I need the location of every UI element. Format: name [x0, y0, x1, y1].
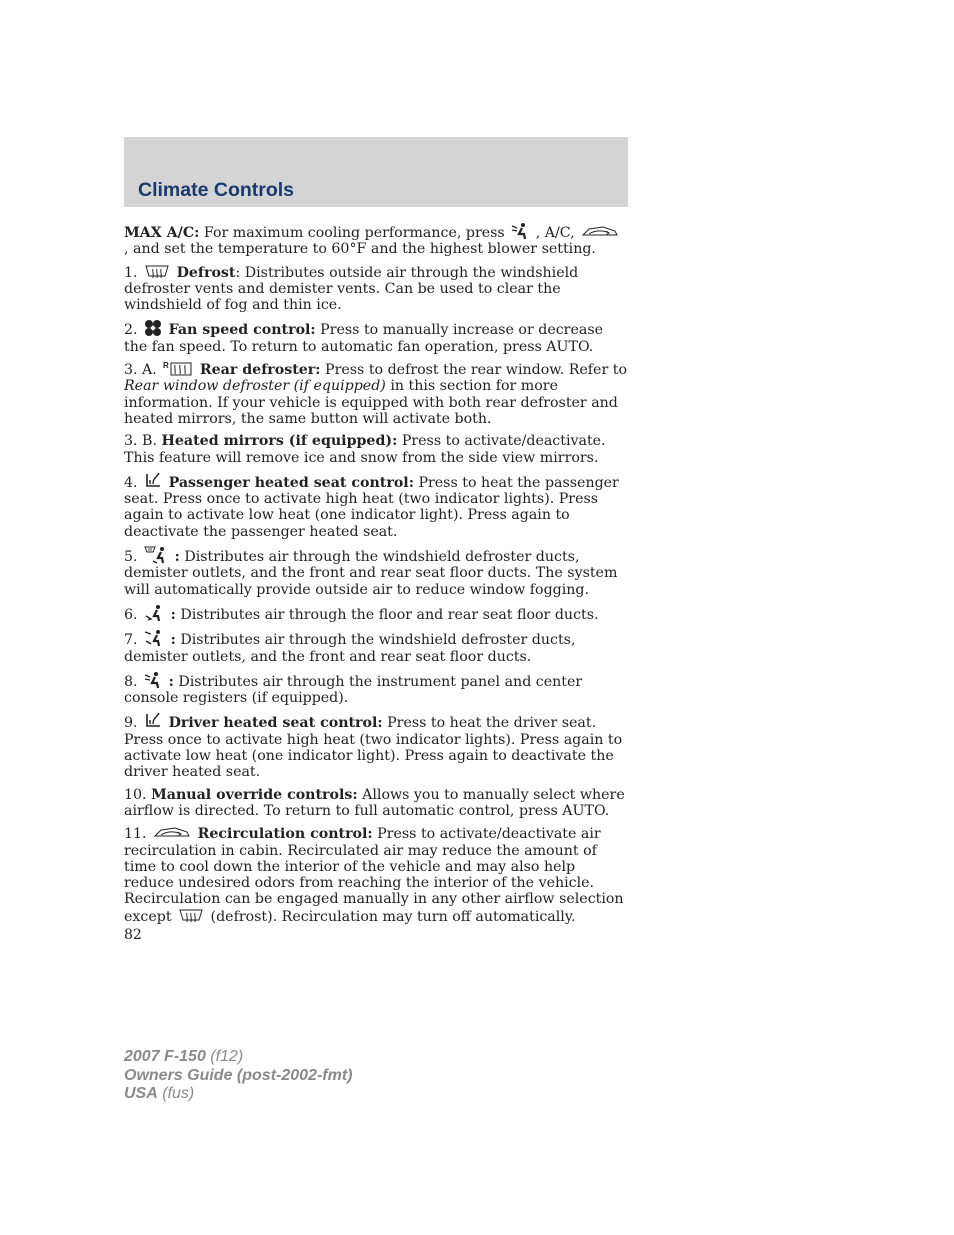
- panel-label: :: [168, 673, 174, 690]
- heated-seat-icon: [144, 472, 162, 490]
- passenger-heated-seat-item: 4. Passenger heated seat control: Press to heat the passenger seat. Press once to activate high heat (two indicator lights). Press again to activate low heat (one indicator light). Press again to deactivate the passenger heated seat.: [124, 472, 628, 540]
- defrost-floor-mix-label: :: [170, 632, 176, 649]
- rear-defroster-item: 3. A. R Rear defroster: Press to defrost the rear window. Refer to Rear window defroster (if equipped) in this section for more information. If your vehicle is equipped with both rear defroster and heated mirrors, the same button will activate both.: [124, 361, 627, 427]
- max-ac-label: MAX A/C:: [124, 225, 200, 241]
- floor-label: :: [170, 606, 176, 623]
- fan-speed-item: 2. Fan speed control: Press to manually increase or decrease the fan speed. To return to automatic fan operation, press AUTO.: [124, 319, 628, 355]
- manual-override-label: Manual override controls:: [151, 786, 358, 803]
- fan-speed-label: Fan speed control:: [168, 322, 316, 339]
- floor-item: 6. : Distributes air through the floor and rear seat floor ducts.: [124, 604, 628, 623]
- driver-heated-seat-label: Driver heated seat control:: [168, 715, 383, 732]
- panel-vent-icon: [511, 222, 529, 240]
- defrost-floor-mix-item: 7. : Distributes air through the windshield defroster ducts, demister outlets, and the front and rear seat floor ducts.: [124, 629, 628, 665]
- defrost-item: 1. Defrost: Distributes outside air through the windshield defroster vents and demister vents. Can be used to clear the windshield of fog and thin ice.: [124, 264, 579, 314]
- passenger-heated-seat-label: Passenger heated seat control:: [168, 474, 414, 491]
- panel-vent-icon: [144, 671, 162, 689]
- cross-reference: Rear window defroster (if equipped): [124, 378, 386, 395]
- page-content: [124, 222, 628, 931]
- panel-item: 8. : Distributes air through the instrument panel and center console registers (if equipped).: [124, 671, 628, 707]
- rear-defrost-icon: [163, 361, 193, 377]
- recirculation-label: Recirculation control:: [197, 826, 373, 843]
- defrost-icon: [178, 908, 204, 924]
- recirculation-icon: [153, 825, 191, 841]
- heated-mirrors-label: Heated mirrors (if equipped):: [161, 433, 398, 450]
- heated-seat-icon: [144, 712, 162, 730]
- defrost-floor-label: :: [174, 549, 180, 566]
- defrost-label: Defrost: [176, 264, 236, 281]
- document-footer: [124, 1048, 352, 1104]
- recirculation-item: 11. Recirculation control: Press to activate/deactivate air recirculation in cabin. Recirculated air may reduce the amount of time to cool down the interior of the vehicle and may also help reduce undesired odors from reaching the interior of the vehicle. Recirculation can be engaged manually in any other airflow selection except (defrost). Recirculation may turn off automatically.: [124, 826, 624, 925]
- defrost-floor-icon: [144, 546, 168, 564]
- svg-text:R: R: [163, 361, 170, 371]
- manual-override-item: 10. Manual override controls: Allows you to manually select where airflow is directed. To return to full automatic control, press AUTO.: [124, 786, 625, 819]
- recirculation-icon: [581, 224, 619, 240]
- max-ac-paragraph: MAX A/C: For maximum cooling performance, press , A/C, , and set the temperature to 60°F and the highest blower setting.: [124, 222, 628, 258]
- heated-mirrors-item: 3. B. Heated mirrors (if equipped): Press to activate/deactivate. This feature will remove ice and snow from the side view mirrors.: [124, 433, 606, 466]
- floor-vent-icon: [144, 604, 164, 622]
- footer-line-2: Owners Guide (post-2002-fmt): [124, 1066, 353, 1084]
- page-number: 82: [124, 927, 142, 943]
- defrost-floor-item: 5. : Distributes air through the windshield defroster ducts, demister outlets, and the front and rear seat floor ducts. The system will automatically provide outside air to reduce window fogging.: [124, 546, 628, 598]
- section-header: [124, 137, 628, 207]
- rear-defroster-label: Rear defroster:: [199, 362, 321, 379]
- fan-icon: [144, 319, 162, 337]
- footer-line-1: 2007 F-150 (f12): [124, 1048, 244, 1065]
- defrost-floor-mix-icon: [144, 629, 164, 647]
- footer-line-3: USA (fus): [124, 1085, 195, 1102]
- defrost-icon: [144, 264, 170, 280]
- section-title: Climate Controls: [138, 179, 295, 201]
- driver-heated-seat-item: 9. Driver heated seat control: Press to heat the driver seat. Press once to activate high heat (two indicator lights). Press again to activate low heat (one indicator light). Press again to deactivate the driver heated seat.: [124, 712, 628, 780]
